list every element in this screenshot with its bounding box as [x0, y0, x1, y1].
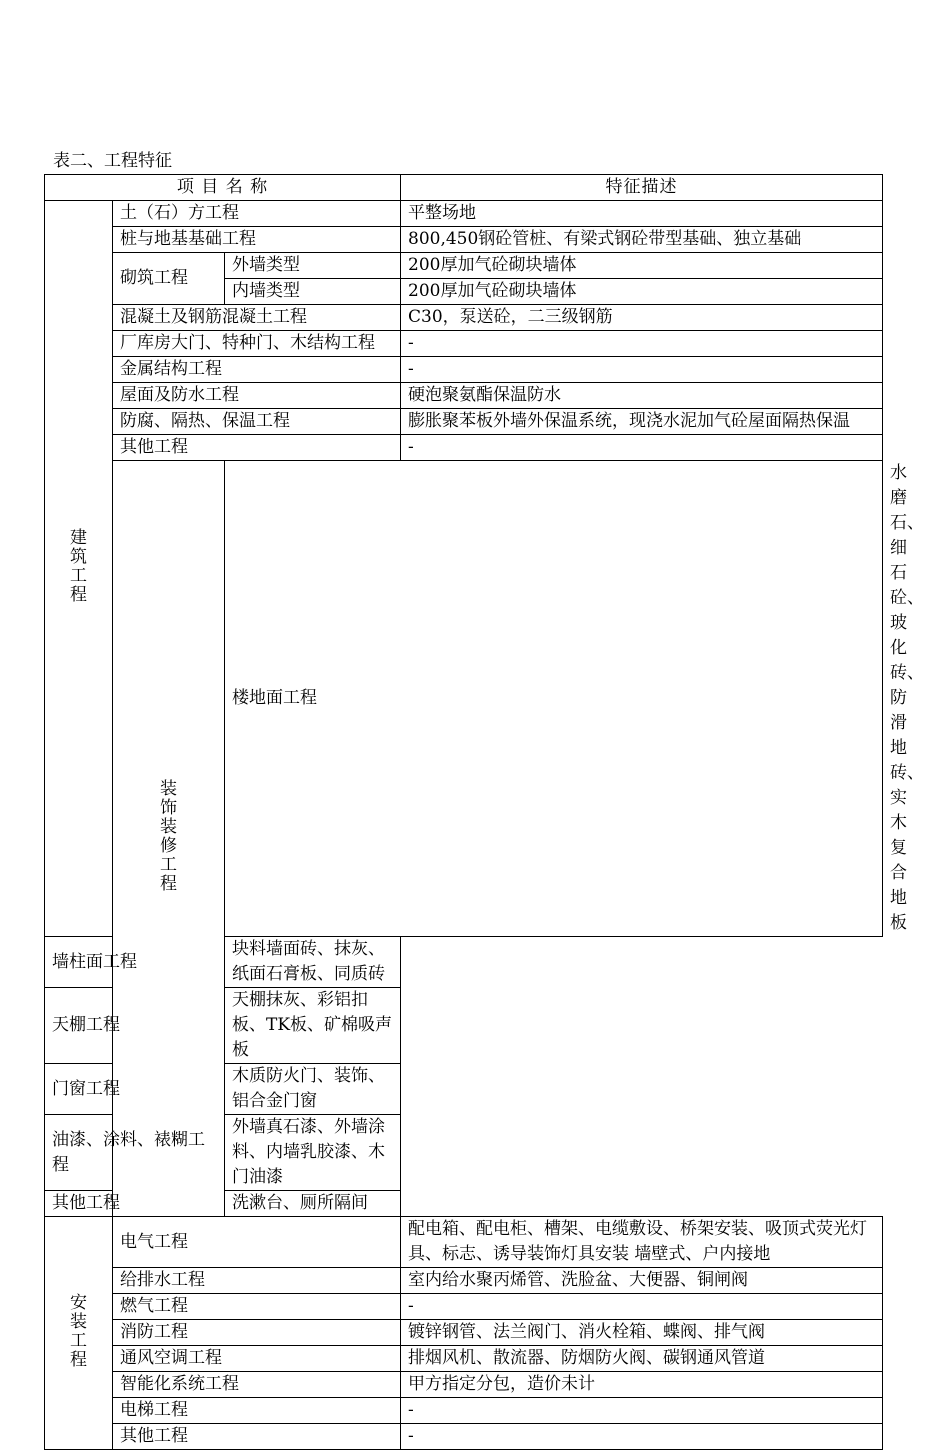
table-row	[45, 253, 883, 279]
table-row	[45, 1294, 883, 1320]
table-caption: 表二、工程特征	[53, 151, 172, 171]
desc-cell: -	[401, 1424, 883, 1450]
table-row	[45, 1320, 883, 1346]
desc-cell: 外墙真石漆、外墙涂料、内墙乳胶漆、木门油漆	[225, 1115, 401, 1191]
desc-cell: -	[401, 435, 883, 461]
desc-cell: 天棚抹灰、彩铝扣板、TK板、矿棉吸声板	[225, 988, 401, 1064]
desc-cell: 膨胀聚苯板外墙外保温系统，现浇水泥加气砼屋面隔热保温	[401, 409, 883, 435]
item-cell: 其他工程	[45, 1191, 225, 1217]
table-row: 装饰装修工程 楼地面工程 水磨石、细石砼、玻化砖、防滑地砖、实木复合地板	[45, 461, 883, 937]
category-installation-label: 安装工程	[70, 1292, 87, 1370]
item-cell: 天棚工程	[45, 988, 225, 1064]
item-cell: 其他工程	[113, 1424, 401, 1450]
sub-item-cell: 内墙类型	[225, 279, 401, 305]
table-row	[45, 305, 883, 331]
item-cell: 金属结构工程	[113, 357, 401, 383]
header-item-name: 项 目 名 称	[45, 175, 401, 201]
table-row	[45, 1372, 883, 1398]
header-feature-description: 特征描述	[401, 175, 883, 201]
table-row	[45, 937, 883, 988]
desc-cell: 200厚加气砼砌块墙体	[401, 279, 883, 305]
desc-cell: 甲方指定分包，造价未计	[401, 1372, 883, 1398]
item-cell: 电气工程	[113, 1217, 401, 1268]
table-row	[45, 227, 883, 253]
item-cell: 土（石）方工程	[113, 201, 401, 227]
desc-cell: -	[401, 331, 883, 357]
table-header-row	[45, 175, 883, 201]
desc-cell: 木质防火门、装饰、铝合金门窗	[225, 1064, 401, 1115]
table-row	[45, 988, 883, 1064]
item-cell: 其他工程	[113, 435, 401, 461]
table-row	[45, 1191, 883, 1217]
table-row	[45, 1346, 883, 1372]
item-cell: 油漆、涂料、裱糊工程	[45, 1115, 225, 1191]
table-row	[45, 1064, 883, 1115]
category-building	[45, 201, 113, 937]
table-row	[45, 1268, 883, 1294]
item-cell: 楼地面工程	[225, 461, 883, 937]
desc-cell: 平整场地	[401, 201, 883, 227]
table-row	[45, 435, 883, 461]
item-cell: 屋面及防水工程	[113, 383, 401, 409]
table-row	[45, 201, 883, 227]
desc-cell: 镀锌钢管、法兰阀门、消火栓箱、蝶阀、排气阀	[401, 1320, 883, 1346]
item-cell: 燃气工程	[113, 1294, 401, 1320]
item-cell: 砌筑工程	[113, 253, 225, 305]
desc-cell: 硬泡聚氨酯保温防水	[401, 383, 883, 409]
desc-cell: 洗漱台、厕所隔间	[225, 1191, 401, 1217]
item-cell: 防腐、隔热、保温工程	[113, 409, 401, 435]
table-row	[45, 1217, 883, 1268]
category-decoration-label: 装饰装修工程	[160, 779, 177, 894]
item-cell: 混凝土及钢筋混凝土工程	[113, 305, 401, 331]
sub-item-cell: 外墙类型	[225, 253, 401, 279]
table-row	[45, 357, 883, 383]
table-row	[45, 1424, 883, 1450]
desc-cell: 室内给水聚丙烯管、洗脸盆、大便器、铜闸阀	[401, 1268, 883, 1294]
desc-cell: -	[401, 1294, 883, 1320]
item-cell: 门窗工程	[45, 1064, 225, 1115]
table-row	[45, 383, 883, 409]
item-cell: 智能化系统工程	[113, 1372, 401, 1398]
category-building-label: 建筑工程	[70, 528, 87, 605]
desc-cell: -	[401, 1398, 883, 1424]
category-installation	[45, 1217, 113, 1450]
item-cell: 厂库房大门、特种门、木结构工程	[113, 331, 401, 357]
table-row	[45, 1398, 883, 1424]
item-cell: 电梯工程	[113, 1398, 401, 1424]
desc-cell: 排烟风机、散流器、防烟防火阀、碳钢通风管道	[401, 1346, 883, 1372]
table-row	[45, 409, 883, 435]
item-cell: 消防工程	[113, 1320, 401, 1346]
table-row	[45, 331, 883, 357]
engineering-features-table	[44, 174, 924, 1450]
item-cell: 给排水工程	[113, 1268, 401, 1294]
desc-cell: 800,450钢砼管桩、有梁式钢砼带型基础、独立基础	[401, 227, 883, 253]
item-cell: 桩与地基基础工程	[113, 227, 401, 253]
desc-cell: C30，泵送砼，二三级钢筋	[401, 305, 883, 331]
desc-cell: 200厚加气砼砌块墙体	[401, 253, 883, 279]
item-cell: 墙柱面工程	[45, 937, 225, 988]
item-cell: 通风空调工程	[113, 1346, 401, 1372]
desc-cell: -	[401, 357, 883, 383]
desc-cell: 配电箱、配电柜、槽架、电缆敷设、桥架安装、吸顶式荧光灯具、标志、诱导装饰灯具安装 墙壁式、户内接地	[401, 1217, 883, 1268]
table-row	[45, 1115, 883, 1191]
desc-cell: 块料墙面砖、抹灰、纸面石膏板、同质砖	[225, 937, 401, 988]
